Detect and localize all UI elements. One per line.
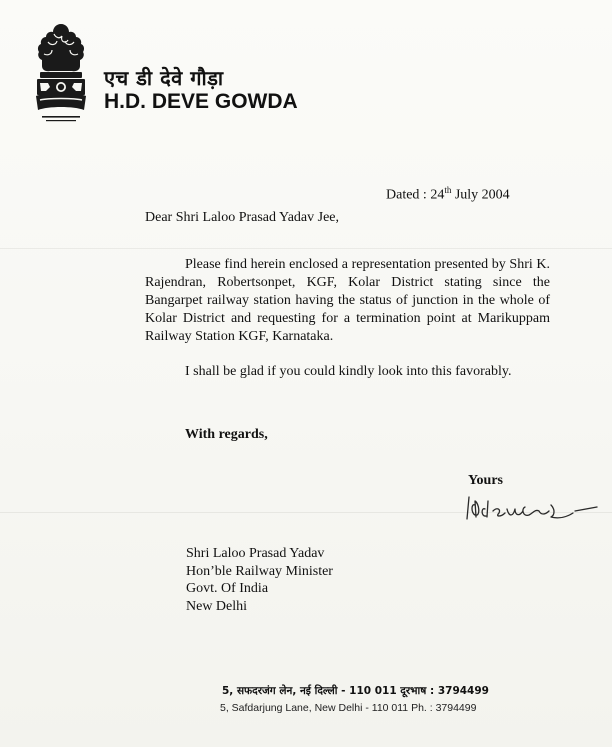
request-line: I shall be glad if you could kindly look into this favorably.	[185, 364, 512, 379]
addressee-line: Shri Laloo Prasad Yadav	[186, 546, 325, 561]
closing-yours: Yours	[468, 473, 504, 488]
addressee-line: Hon’ble Railway Minister	[186, 563, 333, 579]
addressee-line: Govt. Of India	[186, 581, 269, 596]
date-rest: July 2004	[451, 187, 510, 203]
addressee-block	[186, 545, 333, 615]
date-prefix: Dated : 24	[386, 187, 445, 203]
closing-regards: With regards,	[185, 427, 268, 442]
paper-fold	[0, 248, 612, 249]
body-paragraph-text: Please find herein enclosed a representation presented by Shri K. Rajendran, Robertsonpet, KGF, Kolar District stating since the Bangarpet railway station having the status of junction in the whole of Kolar District and requesting for a termination point at Marikuppam Railway Station KGF, Karnataka.	[145, 257, 550, 344]
footer-address-hindi: 5, सफदरजंग लेन, नई दिल्ली - 110 011 दूरभाष : 3794499	[222, 685, 489, 697]
date-ordinal-suffix: th	[444, 185, 452, 195]
national-emblem-icon	[26, 22, 96, 134]
letterhead-name-hindi: एच डी देवे गौड़ा	[104, 66, 224, 90]
body-paragraph	[145, 256, 550, 346]
salutation: Dear Shri Laloo Prasad Yadav Jee,	[145, 210, 340, 225]
letterhead-name-english: H.D. DEVE GOWDA	[104, 90, 298, 113]
footer-address-english: 5, Safdarjung Lane, New Delhi - 110 011 Ph. : 3794499	[220, 702, 477, 714]
letter-date	[386, 182, 510, 204]
addressee-line: New Delhi	[186, 598, 248, 614]
signature	[455, 487, 605, 527]
